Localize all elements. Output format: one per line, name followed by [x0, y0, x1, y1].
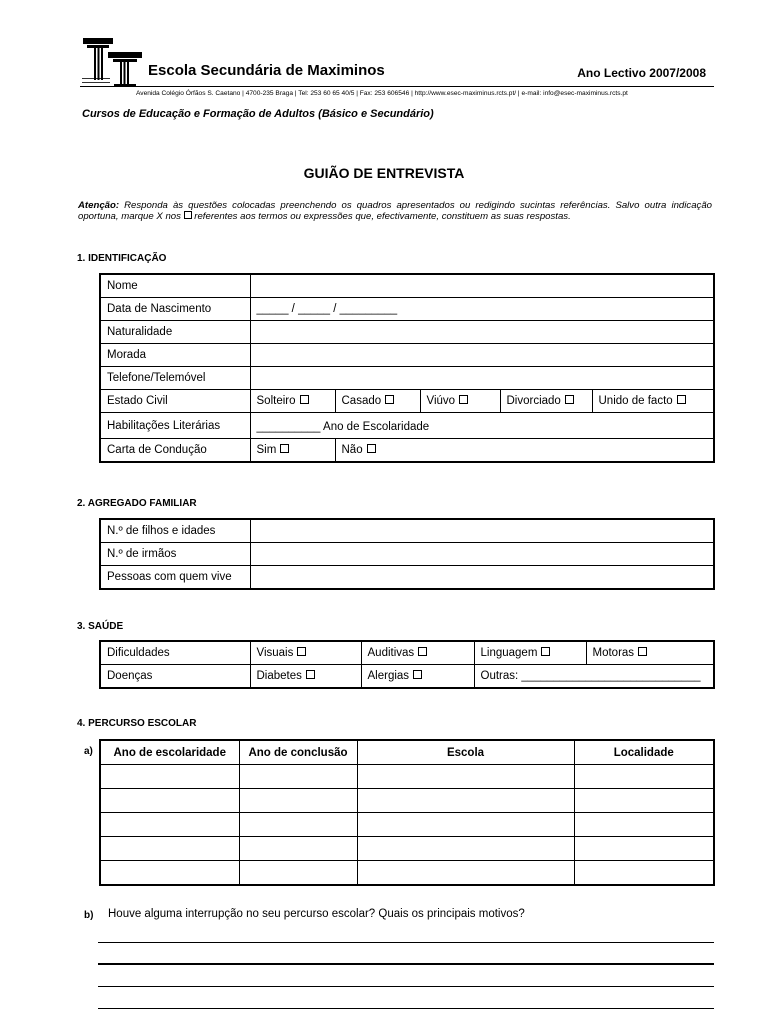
table-row [100, 321, 714, 344]
school-year: Ano Lectivo 2007/2008 [577, 66, 706, 80]
courses-subtitle: Cursos de Educação e Formação de Adultos (Básico e Secundário) [82, 108, 434, 120]
label-telefone: Telefone/Telemóvel [100, 367, 250, 390]
option-divorciado[interactable]: Divorciado [500, 390, 592, 413]
table-row [100, 367, 714, 390]
table-cell[interactable] [574, 765, 714, 789]
table-cell[interactable] [239, 789, 357, 813]
table-cell[interactable] [100, 789, 239, 813]
label-nome: Nome [100, 274, 250, 298]
option-diabetes[interactable]: Diabetes [250, 665, 361, 689]
table-row [100, 519, 714, 543]
section-2-heading: 2. AGREGADO FAMILIAR [77, 498, 197, 509]
outras-field[interactable]: Outras: ____________________________ [474, 665, 714, 689]
pessoas-field[interactable] [250, 566, 714, 590]
checkbox-icon[interactable] [565, 395, 574, 404]
answer-line[interactable] [98, 963, 714, 965]
school-name: Escola Secundária de Maximinos [148, 62, 385, 79]
table-cell[interactable] [574, 837, 714, 861]
option-alergias[interactable]: Alergias [361, 665, 474, 689]
table-header-row [100, 740, 714, 765]
table-cell[interactable] [239, 861, 357, 886]
checkbox-icon[interactable] [418, 647, 427, 656]
table-row [100, 765, 714, 789]
table-row [100, 274, 714, 298]
option-visuais[interactable]: Visuais [250, 641, 361, 665]
answer-line[interactable] [98, 986, 714, 987]
column-header: Ano de conclusão [239, 740, 357, 765]
data-nascimento-field[interactable]: _____ / _____ / _________ [250, 298, 714, 321]
label-carta-conducao: Carta de Condução [100, 439, 250, 463]
option-motoras[interactable]: Motoras [586, 641, 714, 665]
table-cell[interactable] [357, 813, 574, 837]
column-header: Localidade [574, 740, 714, 765]
checkbox-icon[interactable] [638, 647, 647, 656]
table-row [100, 837, 714, 861]
section-1-heading: 1. IDENTIFICAÇÃO [77, 253, 167, 264]
table-cell[interactable] [100, 765, 239, 789]
label-estado-civil: Estado Civil [100, 390, 250, 413]
school-address: Avenida Colégio Órfãos S. Caetano | 4700-235 Braga | Tel: 253 60 65 40/5 | Fax: 253 606546 | http://www.esec-maximinus.rcts.pt/ | e-mail: info@esec-maximinus.rcts.pt [136, 90, 628, 97]
item-b-label: b) [84, 910, 94, 921]
attention-label: Atenção: [78, 200, 120, 211]
label-filhos: N.º de filhos e idades [100, 519, 250, 543]
checkbox-icon[interactable] [459, 395, 468, 404]
table-cell[interactable] [574, 789, 714, 813]
answer-line[interactable] [98, 1008, 714, 1009]
table-cell[interactable] [357, 765, 574, 789]
table-row [100, 439, 714, 463]
table-row [100, 413, 714, 439]
health-table [99, 640, 715, 689]
option-linguagem[interactable]: Linguagem [474, 641, 586, 665]
table-row [100, 390, 714, 413]
table-cell[interactable] [574, 813, 714, 837]
household-table [99, 518, 715, 590]
checkbox-icon[interactable] [677, 395, 686, 404]
answer-line[interactable] [98, 942, 714, 943]
table-cell[interactable] [574, 861, 714, 886]
checkbox-icon[interactable] [541, 647, 550, 656]
table-cell[interactable] [100, 861, 239, 886]
checkbox-icon[interactable] [280, 444, 289, 453]
option-casado[interactable]: Casado [335, 390, 420, 413]
table-row [100, 298, 714, 321]
table-cell[interactable] [239, 765, 357, 789]
morada-field[interactable] [250, 344, 714, 367]
table-row [100, 861, 714, 886]
checkbox-icon[interactable] [297, 647, 306, 656]
option-unido-de-facto[interactable]: Unido de facto [592, 390, 714, 413]
table-row [100, 543, 714, 566]
option-nao[interactable]: Não [335, 439, 714, 463]
school-history-table [99, 739, 715, 886]
table-row [100, 641, 714, 665]
table-row [100, 566, 714, 590]
attention-text-2: referentes aos termos ou expressões que, efectivamente, constituem as suas respostas. [194, 211, 571, 222]
page-title: GUIÃO DE ENTREVISTA [303, 165, 465, 181]
checkbox-icon[interactable] [385, 395, 394, 404]
checkbox-icon[interactable] [306, 670, 315, 679]
table-cell[interactable] [357, 861, 574, 886]
checkbox-icon[interactable] [300, 395, 309, 404]
nome-field[interactable] [250, 274, 714, 298]
column-header: Ano de escolaridade [100, 740, 239, 765]
label-dificuldades: Dificuldades [100, 641, 250, 665]
label-naturalidade: Naturalidade [100, 321, 250, 344]
option-solteiro[interactable]: Solteiro [250, 390, 335, 413]
telefone-field[interactable] [250, 367, 714, 390]
header-divider [80, 86, 714, 87]
table-cell[interactable] [357, 837, 574, 861]
item-b-question: Houve alguma interrupção no seu percurso escolar? Quais os principais motivos? [108, 908, 525, 920]
label-data-nascimento: Data de Nascimento [100, 298, 250, 321]
table-cell[interactable] [100, 813, 239, 837]
naturalidade-field[interactable] [250, 321, 714, 344]
label-habilitacoes: Habilitações Literárias [100, 413, 250, 439]
item-a-label: a) [84, 746, 93, 757]
table-cell[interactable] [239, 837, 357, 861]
table-row [100, 344, 714, 367]
table-cell[interactable] [239, 813, 357, 837]
section-3-heading: 3. SAÚDE [77, 621, 124, 632]
label-pessoas: Pessoas com quem vive [100, 566, 250, 590]
table-cell[interactable] [357, 789, 574, 813]
option-sim[interactable]: Sim [250, 439, 335, 463]
table-row [100, 813, 714, 837]
column-header: Escola [357, 740, 574, 765]
checkbox-icon [184, 211, 192, 219]
attention-text-1: Responda às questões colocadas preenchendo os quadros apresentados ou redigindo sucintas referências. Salvo outra indicação oportuna, marque X nos [78, 200, 712, 222]
option-auditivas[interactable]: Auditivas [361, 641, 474, 665]
label-doencas: Doenças [100, 665, 250, 689]
table-cell[interactable] [100, 837, 239, 861]
habilitacoes-field[interactable]: __________ Ano de Escolaridade [250, 413, 714, 439]
option-viuvo[interactable]: Viúvo [420, 390, 500, 413]
attention-note [78, 200, 712, 222]
checkbox-icon[interactable] [413, 670, 422, 679]
checkbox-icon[interactable] [367, 444, 376, 453]
section-4-heading: 4. PERCURSO ESCOLAR [77, 718, 197, 729]
table-row [100, 665, 714, 689]
label-irmaos: N.º de irmãos [100, 543, 250, 566]
label-morada: Morada [100, 344, 250, 367]
identification-table [99, 273, 715, 463]
irmaos-field[interactable] [250, 543, 714, 566]
school-logo [80, 36, 144, 88]
table-row [100, 789, 714, 813]
filhos-field[interactable] [250, 519, 714, 543]
